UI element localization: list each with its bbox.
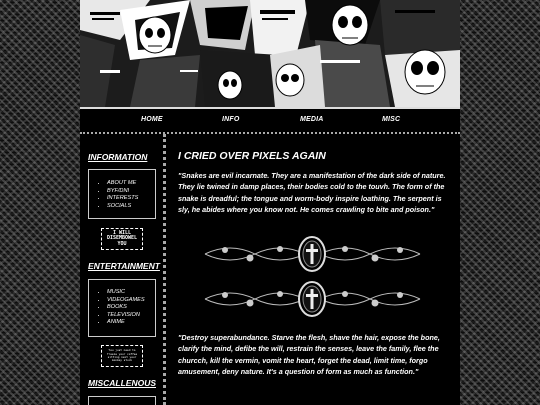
coffee-stamp — [101, 345, 143, 367]
sidebar-item-socials[interactable]: • SOCIALS — [107, 203, 155, 211]
sidebar-misc-box — [88, 396, 156, 405]
sidebar-information-box — [88, 169, 156, 219]
site-container — [80, 0, 460, 405]
sidebar-heading-information: INFORMATION — [88, 152, 148, 162]
nav-info-link[interactable]: INFO — [222, 116, 240, 123]
rose-cross-divider-icon — [200, 279, 425, 319]
nav-misc-link[interactable]: MISC — [382, 116, 401, 123]
main-content — [170, 134, 460, 405]
top-navigation — [80, 107, 460, 134]
sidebar-heading-entertainment: ENTERTAINMENT — [88, 261, 160, 271]
sidebar-item-about-me[interactable]: • ABOUT ME — [107, 180, 155, 188]
page-title: I CRIED OVER PIXELS AGAIN — [178, 150, 326, 162]
header-banner-collage — [80, 0, 460, 107]
sidebar-item-television[interactable]: • TELEVISION — [107, 312, 155, 320]
nav-home-link[interactable]: HOME — [141, 116, 163, 123]
coffee-stamp-text: You just need to freeze your coffee sitting next your monkey stuck — [106, 348, 138, 363]
stamp-line-3: YOU — [117, 240, 127, 247]
destroy-quote: "Destroy superabundance. Starve the flesh, shave the hair, expose the bone, clarify the mind, defibe the will, restrain the senses, leave the family, flee the churcch, kill the vermin, vomit the heart, forget the dead, limit time, forgo amusement, deny nature. It's a question of form as much as function." — [178, 333, 440, 376]
stamp-line-2: DISEMBOWEL — [106, 235, 138, 242]
sidebar-item-music[interactable]: • MUSIC — [107, 289, 155, 297]
sidebar-item-books[interactable]: • BOOKS — [107, 304, 155, 312]
sidebar-entertainment-box — [88, 279, 156, 337]
rose-cross-divider-icon — [200, 234, 425, 274]
sidebar — [80, 134, 166, 405]
nav-media-link[interactable]: MEDIA — [300, 116, 324, 123]
stamp-line-1: I WILL — [112, 229, 132, 236]
sidebar-item-anime[interactable]: • ANIME — [107, 319, 155, 327]
disembowel-stamp — [101, 228, 143, 250]
skull-collage-banner — [80, 0, 460, 107]
sidebar-item-videogames[interactable]: • VIDEOGAMES — [107, 297, 155, 305]
sidebar-item-byf-dni[interactable]: • BYF/DNI — [107, 188, 155, 196]
sidebar-item-interests[interactable]: • INTERESTS — [107, 195, 155, 203]
sidebar-heading-miscellaneous: MISCALLENOUS — [88, 378, 156, 388]
snake-quote: "Snakes are evil incarnate. They are a manifestation of the dark side of nature. They lie twined in damp places, their bodies cold to the touvh. The form of the snake is dreadful; the tongue and worm-body inspire loathing. The serpent is sly, he abides where you know not. He comes crawling to bite and poison." — [178, 171, 446, 214]
